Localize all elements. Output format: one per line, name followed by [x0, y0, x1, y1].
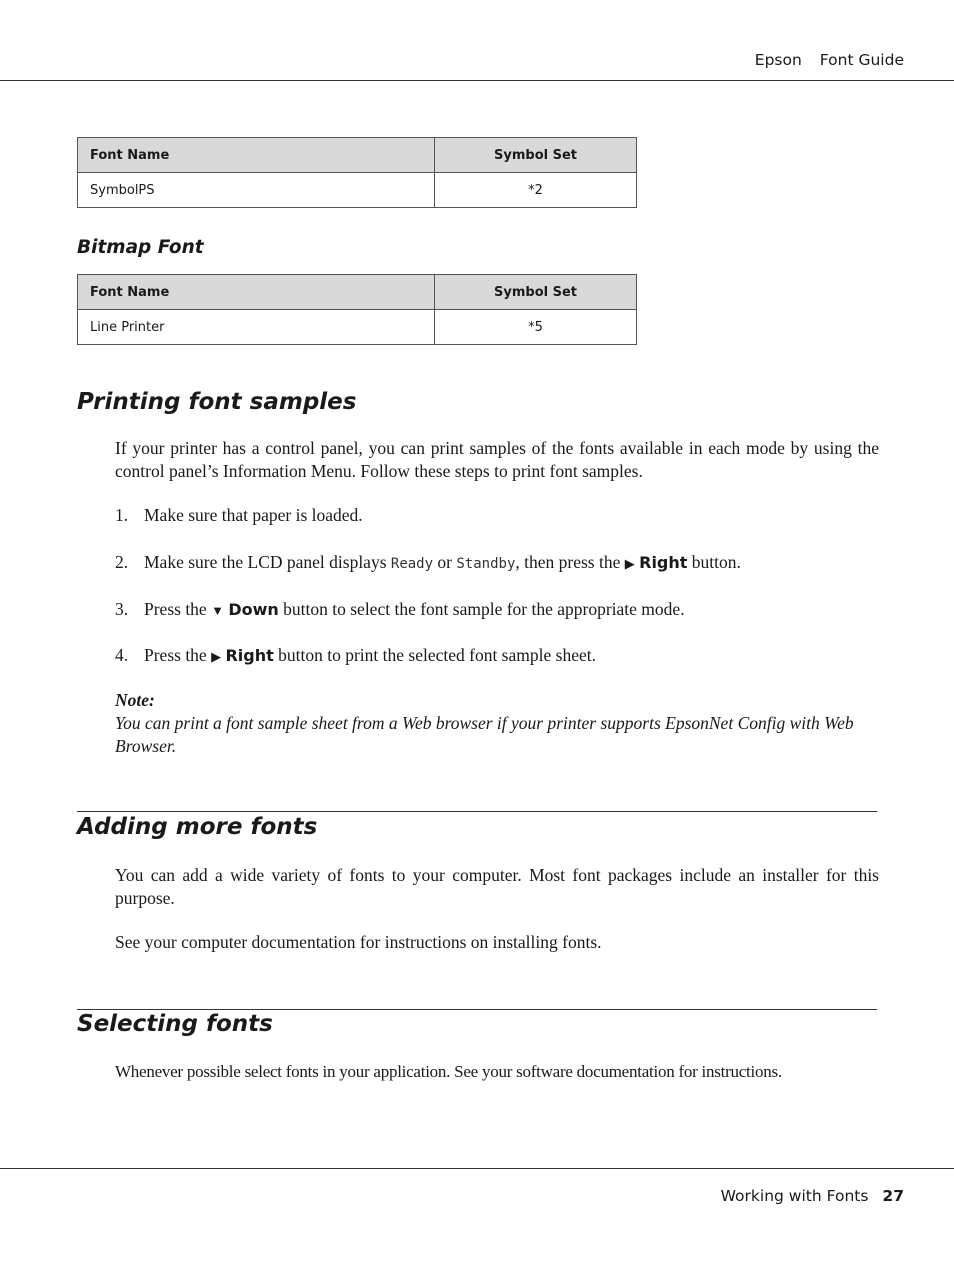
step-1	[115, 504, 363, 526]
cell-symbol-set: *2	[435, 173, 637, 208]
cell-symbol-set: *5	[435, 310, 637, 345]
step-text: Make sure the LCD panel displays	[144, 552, 391, 572]
table-header-row	[78, 138, 637, 173]
page-footer	[721, 1187, 904, 1205]
printing-font-samples-heading: Printing font samples	[77, 389, 357, 415]
step-number: 2.	[115, 552, 129, 572]
step-number: 3.	[115, 599, 129, 619]
step-text: button.	[687, 552, 741, 572]
table-header-row	[78, 275, 637, 310]
down-button-label: Down	[228, 600, 279, 619]
bitmap-font-table	[77, 274, 637, 345]
section-rule	[77, 811, 877, 812]
adding-paragraph-1: You can add a wide variety of fonts to your computer. Most font packages include an installer for this purpose.	[115, 865, 879, 908]
selecting-paragraph: Whenever possible select fonts in your application. See your software documentation for instructions.	[115, 1062, 782, 1081]
adding-more-fonts-heading: Adding more fonts	[77, 814, 318, 840]
bitmap-font-heading: Bitmap Font	[77, 237, 204, 258]
step-number: 1.	[115, 505, 129, 525]
step-text: or	[433, 552, 457, 572]
section-rule	[77, 1009, 877, 1010]
header-rule	[0, 80, 954, 81]
right-arrow-icon: ▶	[624, 556, 635, 571]
selecting-fonts-heading: Selecting fonts	[77, 1011, 273, 1037]
header-brand: Epson	[754, 51, 802, 69]
symbolps-table	[77, 137, 637, 208]
right-button-label: Right	[225, 646, 274, 665]
right-arrow-icon: ▶	[211, 649, 222, 664]
table-row	[78, 173, 637, 208]
note-label: Note:	[115, 690, 155, 710]
footer-rule	[0, 1168, 954, 1169]
page-number: 27	[882, 1187, 904, 1205]
cell-font-name: Line Printer	[78, 310, 435, 345]
lcd-text-ready: Ready	[390, 556, 434, 572]
table-row	[78, 310, 637, 345]
step-2	[115, 551, 741, 575]
column-header-symbol-set: Symbol Set	[435, 138, 637, 173]
lcd-text-standby: Standby	[456, 556, 516, 572]
page-header	[755, 51, 904, 69]
down-arrow-icon: ▼	[211, 603, 224, 618]
column-header-symbol-set: Symbol Set	[435, 275, 637, 310]
step-text: Make sure that paper is loaded.	[144, 505, 363, 525]
note-text: You can print a font sample sheet from a Web browser if your printer supports EpsonNet Config with Web Browser.	[115, 713, 854, 756]
right-button-label: Right	[639, 553, 688, 572]
column-header-font-name: Font Name	[78, 138, 435, 173]
step-text: , then press the	[515, 552, 625, 572]
step-number: 4.	[115, 645, 129, 665]
step-text: button to print the selected font sample sheet.	[273, 645, 596, 665]
printing-intro-paragraph: If your printer has a control panel, you can print samples of the fonts available in each mode by using the control panel’s Information Menu. Follow these steps to print font samples.	[115, 438, 879, 481]
step-text: Press the	[144, 599, 212, 619]
step-4	[115, 644, 596, 668]
step-text: button to select the font sample for the appropriate mode.	[278, 599, 685, 619]
step-3	[115, 598, 685, 622]
step-text: Press the	[144, 645, 212, 665]
adding-paragraph-2: See your computer documentation for instructions on installing fonts.	[115, 932, 602, 952]
header-title: Font Guide	[819, 51, 904, 69]
cell-font-name: SymbolPS	[78, 173, 435, 208]
column-header-font-name: Font Name	[78, 275, 435, 310]
footer-section-title: Working with Fonts	[720, 1187, 869, 1205]
